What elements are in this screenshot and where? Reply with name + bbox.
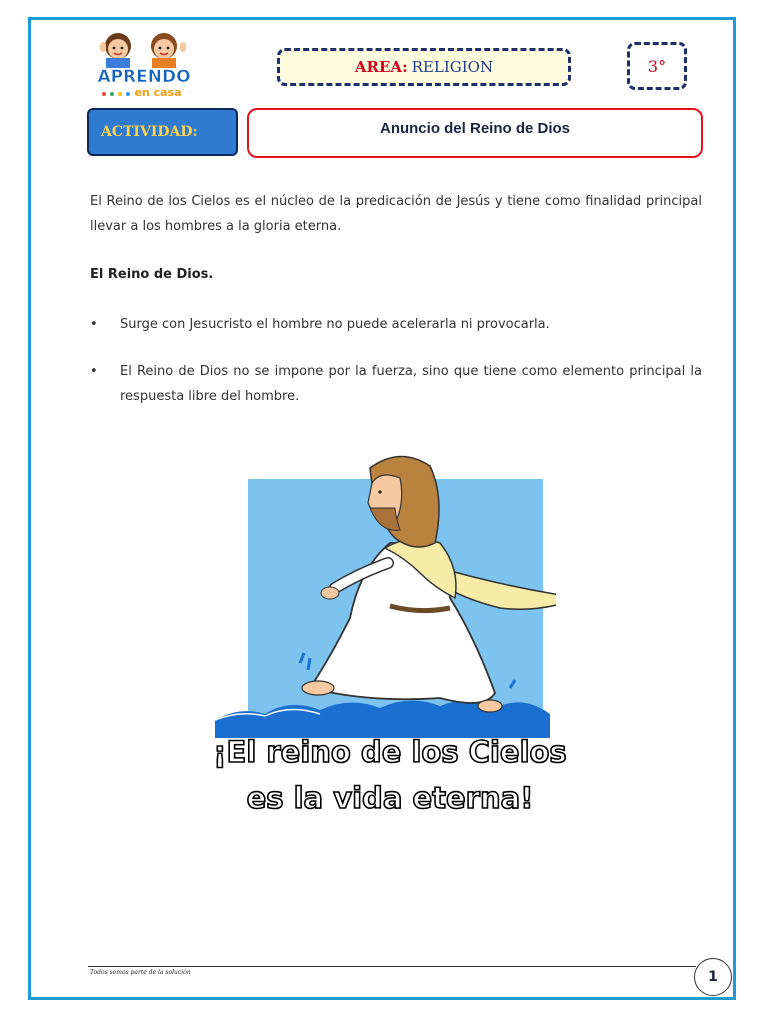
- footer-text: Todos somos parte de la solución: [90, 969, 191, 976]
- grade-box: [627, 42, 687, 90]
- actividad-label: ACTIVIDAD:: [101, 124, 198, 140]
- activity-title-box: [247, 108, 703, 158]
- area-separator: :: [402, 58, 408, 76]
- aprendo-en-casa-logo: [88, 28, 200, 104]
- section-heading: El Reino de Dios.: [90, 267, 214, 282]
- list-item: [90, 312, 702, 337]
- bullet-icon: •: [90, 317, 98, 332]
- illustration-caption-line-2: es la vida eterna!: [246, 781, 534, 815]
- intro-paragraph: El Reino de los Cielos es el núcleo de la predicación de Jesús y tiene como finalidad principal llevar a los hombres a la gloria eterna.: [90, 194, 702, 234]
- activity-title: Anuncio del Reino de Dios: [379, 120, 570, 137]
- list-item-text: Surge con Jesucristo el hombre no puede acelerarla ni provocarla.: [120, 317, 550, 332]
- area-value: RELIGION: [411, 58, 494, 76]
- grade-value: 3°: [647, 56, 667, 76]
- jesus-walking-on-water-illustration: [210, 448, 556, 738]
- page-number: 1: [694, 958, 732, 996]
- logo-text-en-casa: en casa: [134, 86, 182, 99]
- illustration-caption-line-1: ¡El reino de los Cielos: [213, 735, 567, 769]
- logo-text-aprendo: APRENDO: [97, 67, 191, 87]
- list-item: [90, 359, 702, 409]
- area-box: [277, 48, 571, 86]
- area-label: AREA: [354, 58, 403, 76]
- actividad-box: [87, 108, 238, 156]
- list-item-text: El Reino de Dios no se impone por la fuerza, sino que tiene como elemento principal la respuesta libre del hombre.: [120, 364, 702, 404]
- footer-divider: [88, 966, 696, 967]
- bullet-icon: •: [90, 364, 98, 379]
